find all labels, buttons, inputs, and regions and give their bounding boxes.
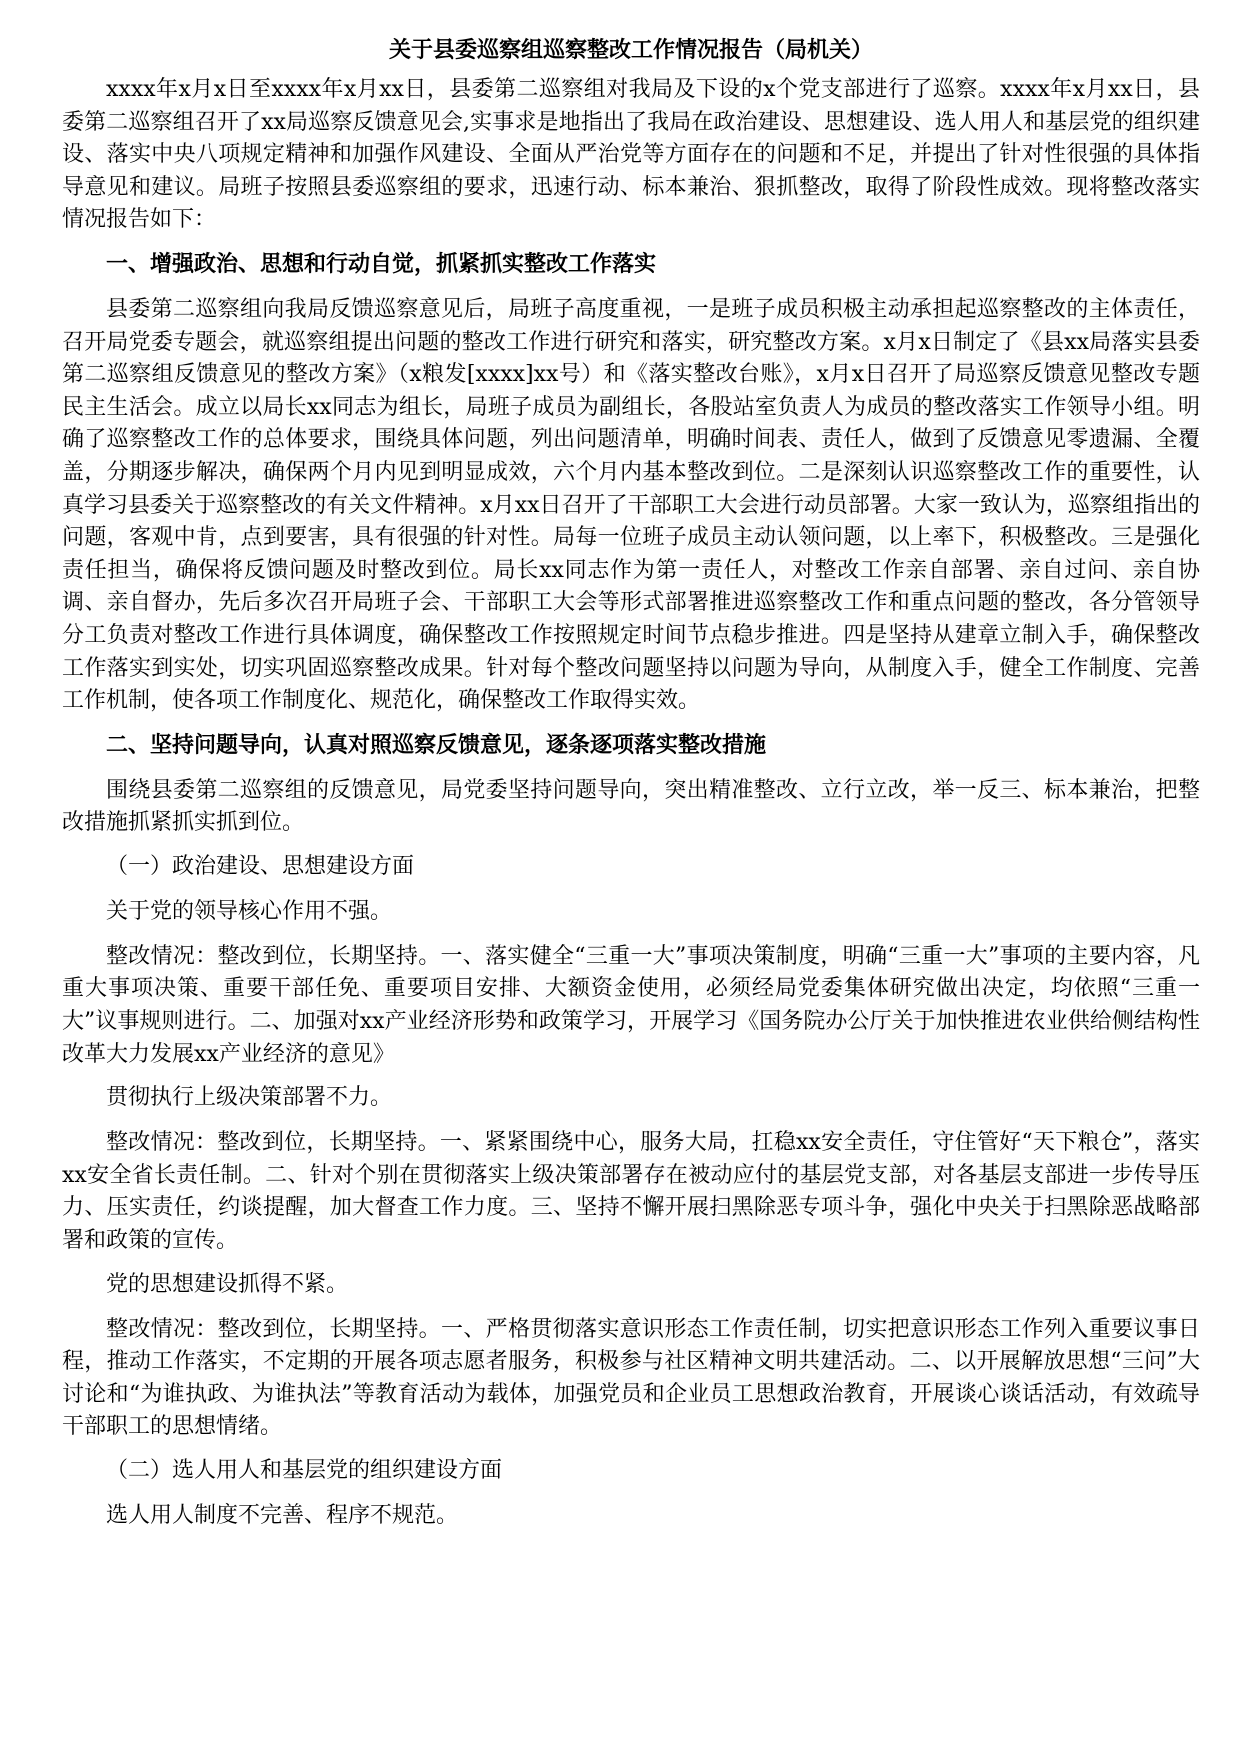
section-2-body: 围绕县委第二巡察组的反馈意见，局党委坚持问题导向，突出精准整改、立行立改，举一反三、标本兼治，把整改措施抓紧抓实抓到位。: [62, 777, 1200, 836]
fix-3: 整改情况：整改到位，长期坚持。一、严格贯彻落实意识形态工作责任制，切实把意识形态工作列入重要议事日程，推动工作落实，不定期的开展各项志愿者服务，积极参与社区精神文明共建活动。二、以开展解放思想“三问”大讨论和“为谁执政、为谁执法”等教育活动为载体，加强党员和企业员工思想政治教育，开展谈心谈话活动，有效疏导干部职工的思想情绪。: [62, 1316, 1200, 1440]
issue-2: 贯彻执行上级决策部署不力。: [106, 1085, 393, 1111]
intro-paragraph: xxxx年x月x日至xxxx年x月xx日，县委第二巡察组对我局及下设的x个党支部进行了巡察。xxxx年x月xx日，县委第二巡察组召开了xx局巡察反馈意见会,实事求是地指出了我局在政治建设、思想建设、选人用人和基层党的组织建设、落实中央八项规定精神和加强作风建设、全面从严治党等方面存在的问题和不足，并提出了针对性很强的具体指导意见和建议。局班子按照县委巡察组的要求，迅速行动、标本兼治、狠抓整改，取得了阶段性成效。现将整改落实情况报告如下：: [62, 77, 1200, 233]
fix-2: 整改情况：整改到位，长期坚持。一、紧紧围绕中心，服务大局，扛稳xx安全责任，守住管好“天下粮仓”，落实xx安全省长责任制。二、针对个别在贯彻落实上级决策部署存在被动应付的基层党支部，对各基层支部进一步传导压力、压实责任，约谈提醒，加大督查工作力度。三、坚持不懈开展扫黑除恶专项斗争，强化中央关于扫黑除恶战略部署和政策的宣传。: [62, 1130, 1200, 1254]
issue-3: 党的思想建设抓得不紧。: [106, 1271, 349, 1297]
subsection-1-heading: （一）政治建设、思想建设方面: [106, 853, 415, 879]
document-title: 关于县委巡察组巡察整改工作情况报告（局机关）: [388, 37, 873, 63]
fix-1: 整改情况：整改到位，长期坚持。一、落实健全“三重一大”事项决策制度，明确“三重一大”事项的主要内容，凡重大事项决策、重要干部任免、重要项目安排、大额资金使用，必须经局党委集体研究做出决定，均依照“三重一大”议事规则进行。二、加强对xx产业经济形势和政策学习，开展学习《国务院办公厅关于加快推进农业供给侧结构性改革大力发展xx产业经济的意见》: [62, 943, 1200, 1067]
subsection-2-heading: （二）选人用人和基层党的组织建设方面: [106, 1458, 503, 1483]
section-1-heading: 一、增强政治、思想和行动自觉，抓紧抓实整改工作落实: [106, 250, 657, 277]
issue-1: 关于党的领导核心作用不强。: [106, 898, 393, 924]
document-page: [62, 30, 1200, 1545]
section-1-body: 县委第二巡察组向我局反馈巡察意见后，局班子高度重视，一是班子成员积极主动承担起巡察整改的主体责任，召开局党委专题会，就巡察组提出问题的整改工作进行研究和落实，研究整改方案。x月x日制定了《县xx局落实县委第二巡察组反馈意见的整改方案》（x粮发[xxxx]xx号）和《落实整改台账》，x月x日召开了局巡察反馈意见整改专题民主生活会。成立以局长xx同志为组长，局班子成员为副组长，各股站室负责人为成员的整改落实工作领导小组。明确了巡察整改工作的总体要求，围绕具体问题，列出问题清单，明确时间表、责任人，做到了反馈意见零遗漏、全覆盖，分期逐步解决，确保两个月内见到明显成效，六个月内基本整改到位。二是深刻认识巡察整改工作的重要性，认真学习县委关于巡察整改的有关文件精神。x月xx日召开了干部职工大会进行动员部署。大家一致认为，巡察组指出的问题，客观中肯，点到要害，具有很强的针对性。局每一位班子成员主动认领问题，以上率下，积极整改。三是强化责任担当，确保将反馈问题及时整改到位。局长xx同志作为第一责任人，对整改工作亲自部署、亲自过问、亲自协调、亲自督办，先后多次召开局班子会、干部职工大会等形式部署推进巡察整改工作和重点问题的整改，各分管领导分工负责对整改工作进行具体调度，确保整改工作按照规定时间节点稳步推进。四是坚持从建章立制入手，确保整改工作落实到实处，切实巩固巡察整改成果。针对每个整改问题坚持以问题为导向，从制度入手，健全工作制度、完善工作机制，使各项工作制度化、规范化，确保整改工作取得实效。: [62, 296, 1200, 714]
section-2-heading: 二、坚持问题导向，认真对照巡察反馈意见，逐条逐项落实整改措施: [106, 731, 767, 758]
issue-4: 选人用人制度不完善、程序不规范。: [106, 1503, 459, 1528]
